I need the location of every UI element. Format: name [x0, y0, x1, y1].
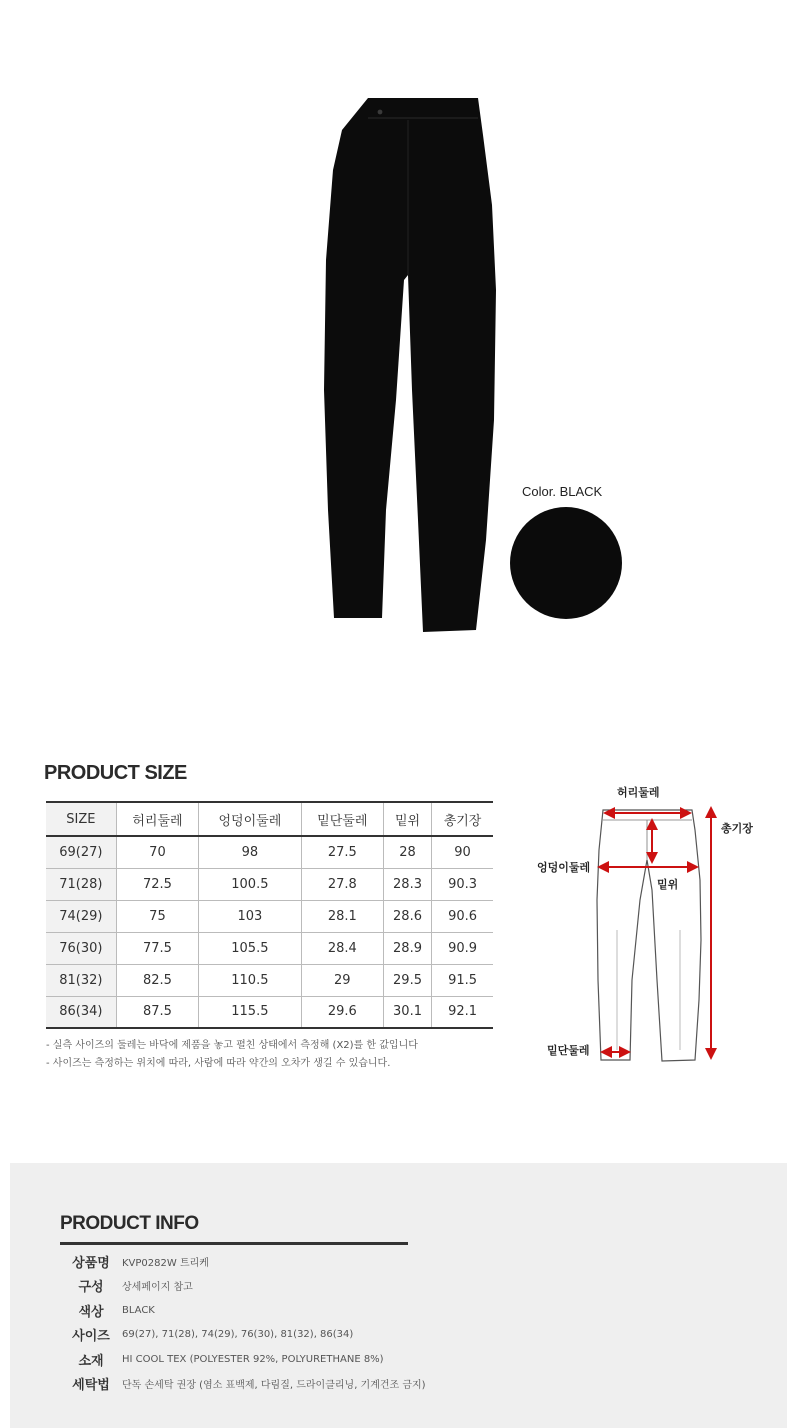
header-length: 총기장: [432, 802, 493, 836]
info-row-material: [60, 1347, 426, 1372]
size-cell: 76(30): [46, 932, 116, 964]
hem-cell: 29.6: [301, 996, 383, 1028]
hem-cell: 27.5: [301, 836, 383, 868]
waist-cell: 72.5: [116, 868, 198, 900]
info-key: 색상: [78, 1304, 104, 1320]
info-key: 세탁법: [72, 1378, 110, 1394]
info-row-composition: [60, 1274, 426, 1299]
size-table-header-row: [46, 802, 493, 836]
rise-cell: 28: [383, 836, 431, 868]
info-value: HI COOL TEX (POLYESTER 92%, POLYURETHANE 8%): [122, 1353, 384, 1365]
size-cell: 69(27): [46, 836, 116, 868]
hem-cell: 27.8: [301, 868, 383, 900]
table-row: [46, 932, 493, 964]
info-value: BLACK: [122, 1304, 155, 1316]
info-row-name: [60, 1249, 426, 1274]
length-cell: 90.6: [432, 900, 493, 932]
pants-product-image: [320, 90, 510, 640]
size-section-title: PRODUCT SIZE: [44, 762, 187, 784]
waist-cell: 70: [116, 836, 198, 868]
waist-cell: 87.5: [116, 996, 198, 1028]
info-row-care: [60, 1372, 426, 1397]
info-title-divider: [60, 1242, 408, 1245]
button-detail: [378, 110, 383, 115]
info-key: 상품명: [72, 1255, 110, 1271]
hip-cell: 98: [199, 836, 302, 868]
info-section-title: PRODUCT INFO: [60, 1213, 199, 1234]
size-notes: [46, 1037, 418, 1073]
info-key: 사이즈: [72, 1329, 110, 1345]
hem-cell: 29: [301, 964, 383, 996]
size-cell: 81(32): [46, 964, 116, 996]
info-value: 상세페이지 참고: [122, 1282, 193, 1294]
hem-label: 밑단둘레: [547, 1044, 590, 1057]
hip-cell: 100.5: [199, 868, 302, 900]
header-hip: 엉덩이둘레: [199, 802, 302, 836]
info-row-sizes: [60, 1323, 426, 1348]
info-value: 69(27), 71(28), 74(29), 76(30), 81(32), 86(34): [122, 1329, 354, 1341]
length-cell: 91.5: [432, 964, 493, 996]
length-label: 총기장: [721, 822, 753, 835]
header-waist: 허리둘레: [116, 802, 198, 836]
color-label: Color. BLACK: [522, 484, 603, 499]
info-key: 소재: [78, 1353, 104, 1369]
waist-cell: 82.5: [116, 964, 198, 996]
waist-label: 허리둘레: [617, 786, 660, 799]
rise-cell: 28.6: [383, 900, 431, 932]
table-row: [46, 868, 493, 900]
info-row-color: [60, 1298, 426, 1323]
length-cell: 90.9: [432, 932, 493, 964]
info-key: 구성: [78, 1280, 104, 1296]
product-info-panel: [10, 1163, 787, 1428]
hip-label: 엉덩이둘레: [537, 861, 591, 874]
header-rise: 밑위: [383, 802, 431, 836]
rise-cell: 28.3: [383, 868, 431, 900]
color-swatch[interactable]: [510, 507, 622, 619]
hip-cell: 115.5: [199, 996, 302, 1028]
length-cell: 90.3: [432, 868, 493, 900]
hem-cell: 28.1: [301, 900, 383, 932]
rise-cell: 29.5: [383, 964, 431, 996]
rise-label: 밑위: [657, 878, 679, 891]
hem-cell: 28.4: [301, 932, 383, 964]
header-hem: 밑단둘레: [301, 802, 383, 836]
length-cell: 90: [432, 836, 493, 868]
info-value: 단독 손세탁 권장 (염소 표백제, 다림질, 드라이클리닝, 기계건조 금지): [122, 1380, 426, 1392]
table-row: [46, 996, 493, 1028]
size-cell: 71(28): [46, 868, 116, 900]
table-row: [46, 900, 493, 932]
size-note: - 실측 사이즈의 둘레는 바닥에 제품을 놓고 펼친 상태에서 측정해 (X2)를 한 값입니다: [46, 1040, 418, 1051]
size-note: - 사이즈는 측정하는 위치에 따라, 사람에 따라 약간의 오차가 생길 수 있습니다.: [46, 1058, 391, 1069]
pants-outline: [597, 810, 701, 1061]
size-cell: 74(29): [46, 900, 116, 932]
pants-shape: [324, 98, 496, 632]
product-hero: [0, 0, 787, 700]
measurement-diagram: [535, 780, 760, 1080]
header-size: SIZE: [46, 802, 116, 836]
hip-cell: 103: [199, 900, 302, 932]
info-value: KVP0282W 트리케: [122, 1257, 209, 1269]
length-cell: 92.1: [432, 996, 493, 1028]
hip-cell: 105.5: [199, 932, 302, 964]
waist-cell: 75: [116, 900, 198, 932]
rise-cell: 28.9: [383, 932, 431, 964]
hip-cell: 110.5: [199, 964, 302, 996]
table-row: [46, 836, 493, 868]
waist-cell: 77.5: [116, 932, 198, 964]
rise-cell: 30.1: [383, 996, 431, 1028]
size-table: [46, 801, 493, 1029]
table-row: [46, 964, 493, 996]
size-cell: 86(34): [46, 996, 116, 1028]
info-list: [60, 1249, 426, 1396]
